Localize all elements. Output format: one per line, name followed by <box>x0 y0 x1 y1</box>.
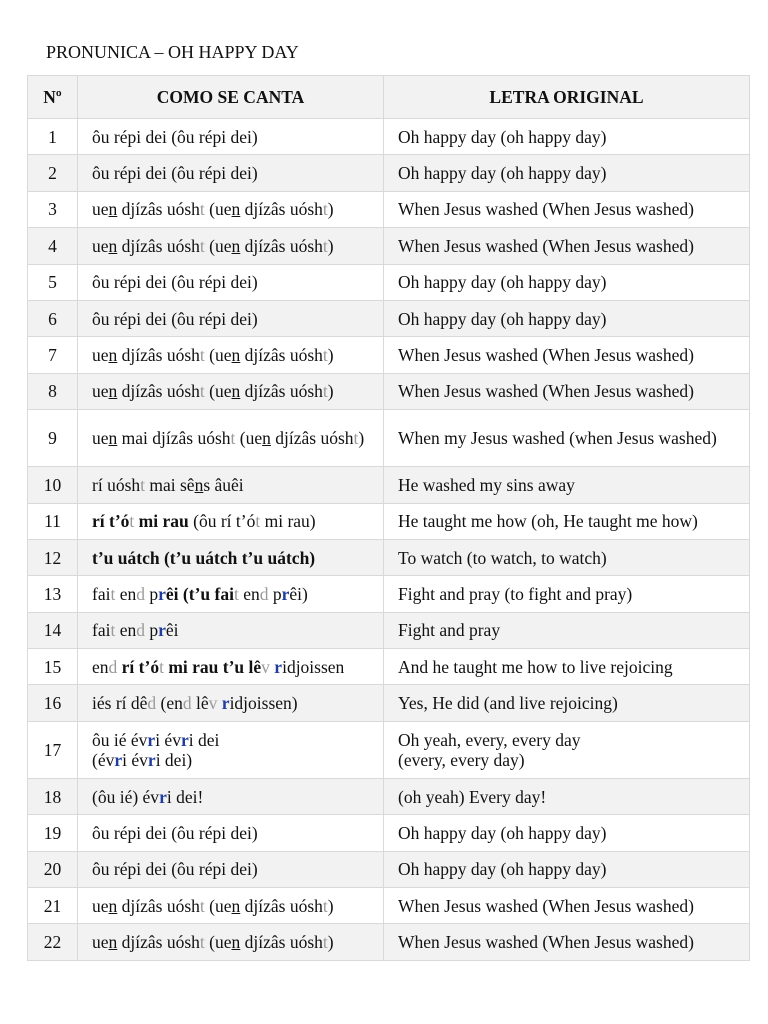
pronunciation-segment: ue <box>92 345 109 366</box>
pronunciation-segment: i dei! <box>166 786 204 807</box>
como-se-canta-cell <box>78 924 384 960</box>
pronunciation-segment: (en <box>156 693 183 714</box>
letra-original-cell: Oh happy day (oh happy day) <box>384 300 750 336</box>
como-se-canta-cell <box>78 191 384 227</box>
pronunciation-segment: ôu répi dei (ôu répi dei) <box>92 163 258 184</box>
como-se-canta-cell <box>78 721 384 778</box>
pronunciation-segment: rí t’ó <box>92 511 130 532</box>
pronunciation-segment: n <box>108 428 118 449</box>
como-se-canta-cell <box>78 851 384 887</box>
table-row <box>28 228 750 264</box>
table-row <box>28 467 750 503</box>
como-se-canta-cell <box>78 649 384 685</box>
pronunciation-segment: r <box>221 693 230 714</box>
pronunciation-segment: êi <box>165 583 179 604</box>
pronunciation-segment: t <box>110 583 116 604</box>
pronunciation-segment: (ôu rí t’ó <box>188 511 256 532</box>
pronunciation-segment: r <box>114 749 123 770</box>
pronunciation-segment: t <box>110 620 116 641</box>
pronunciation-segment: djízâs uósh <box>270 428 354 449</box>
como-se-canta-cell <box>78 264 384 300</box>
pronunciation-segment: djízâs uósh <box>240 895 323 916</box>
pronunciation-segment: en <box>115 583 137 604</box>
pronunciation-segment: r <box>147 749 156 770</box>
table-row <box>28 721 750 778</box>
table-row <box>28 155 750 191</box>
como-se-canta-cell <box>78 539 384 575</box>
letra-original-cell: Yes, He did (and live rejoicing) <box>384 685 750 721</box>
table-row <box>28 815 750 851</box>
letra-original-cell: When Jesus washed (When Jesus washed) <box>384 337 750 373</box>
pronunciation-segment: ) <box>327 199 334 220</box>
pronunciation-segment: n <box>231 199 241 220</box>
letra-original-cell: Oh yeah, every, every day (every, every day) <box>384 721 750 778</box>
pronunciation-segment: rí uósh <box>92 474 141 495</box>
letra-original-cell: When my Jesus washed (when Jesus washed) <box>384 410 750 467</box>
pronunciation-segment: en <box>92 656 109 677</box>
letra-original-cell: Oh happy day (oh happy day) <box>384 815 750 851</box>
pronunciation-segment: r <box>180 729 189 750</box>
pronunciation-segment: r <box>159 786 167 807</box>
pronunciation-segment: ôu répi dei (ôu répi dei) <box>92 272 258 293</box>
row-number: 12 <box>28 539 78 575</box>
row-number: 14 <box>28 612 78 648</box>
pronunciation-segment: idjoissen) <box>229 693 298 714</box>
pronunciation-segment: ue <box>92 381 109 402</box>
table-row <box>28 300 750 336</box>
row-number: 9 <box>28 410 78 467</box>
letra-original-cell: To watch (to watch, to watch) <box>384 539 750 575</box>
pronunciation-segment: ôu répi dei (ôu répi dei) <box>92 859 258 880</box>
table-row <box>28 888 750 924</box>
pronunciation-segment: r <box>274 656 283 677</box>
como-se-canta-cell <box>78 373 384 409</box>
pronunciation-segment: ) <box>327 381 334 402</box>
letra-original-cell: He taught me how (oh, He taught me how) <box>384 503 750 539</box>
pronunciation-segment: r <box>158 620 166 641</box>
pronunciation-segment: (t’u fai <box>178 583 234 604</box>
pronunciation-segment: ue <box>92 932 109 953</box>
letra-original-cell: Fight and pray (to fight and pray) <box>384 576 750 612</box>
pronunciation-segment: ôu répi dei (ôu répi dei) <box>92 126 258 147</box>
page-title: PRONUNICA – OH HAPPY DAY <box>46 42 299 62</box>
row-number: 3 <box>28 191 78 227</box>
header-number: Nº <box>28 76 78 119</box>
pronunciation-segment: n <box>108 199 118 220</box>
pronunciation-segment: mai sê <box>145 474 195 495</box>
pronunciation-segment: en <box>115 620 137 641</box>
pronunciation-segment: p <box>145 583 159 604</box>
row-number: 5 <box>28 264 78 300</box>
pronunciation-segment: djízâs uósh <box>240 345 323 366</box>
row-number: 8 <box>28 373 78 409</box>
pronunciation-segment: (ue <box>204 381 232 402</box>
pronunciation-segment: djízâs uósh <box>117 345 200 366</box>
letra-original-cell: Oh happy day (oh happy day) <box>384 851 750 887</box>
como-se-canta-cell <box>78 888 384 924</box>
pronunciation-segment: mai djízâs uósh <box>117 428 231 449</box>
table-row <box>28 924 750 960</box>
pronunciation-segment: t <box>322 895 328 916</box>
pronunciation-segment: t’u uátch (t’u uátch t’u uátch) <box>92 547 316 568</box>
row-number: 18 <box>28 778 78 814</box>
letra-original-cell: Fight and pray <box>384 612 750 648</box>
pronunciation-segment: d <box>182 693 192 714</box>
pronunciation-segment: p <box>268 583 282 604</box>
table-row <box>28 576 750 612</box>
como-se-canta-cell <box>78 612 384 648</box>
como-se-canta-cell <box>78 119 384 155</box>
pronunciation-segment: n <box>108 895 118 916</box>
como-se-canta-cell <box>78 467 384 503</box>
pronunciation-segment: fai <box>92 620 111 641</box>
pronunciation-segment: t <box>255 511 261 532</box>
table-header-row <box>28 76 750 119</box>
como-se-canta-cell <box>78 410 384 467</box>
pronunciation-segment: djízâs uósh <box>240 235 323 256</box>
pronunciation-segment: d <box>108 656 118 677</box>
pronunciation-segment: (ôu ié) év <box>92 786 160 807</box>
pronunciation-segment: djízâs uósh <box>117 932 200 953</box>
pronunciation-segment: r <box>158 583 166 604</box>
row-number: 20 <box>28 851 78 887</box>
como-se-canta-cell <box>78 503 384 539</box>
row-number: 10 <box>28 467 78 503</box>
pronunciation-segment: (ue <box>204 345 232 366</box>
lyrics-table <box>27 75 750 961</box>
row-number: 21 <box>28 888 78 924</box>
pronunciation-segment: d <box>147 693 157 714</box>
como-se-canta-cell <box>78 815 384 851</box>
row-number: 1 <box>28 119 78 155</box>
pronunciation-segment: n <box>108 381 118 402</box>
pronunciation-segment: (ue <box>204 895 232 916</box>
table-row <box>28 503 750 539</box>
pronunciation-segment: d <box>136 620 145 641</box>
pronunciation-segment: djízâs uósh <box>117 895 200 916</box>
table-row <box>28 410 750 467</box>
row-number: 4 <box>28 228 78 264</box>
como-se-canta-cell <box>78 228 384 264</box>
pronunciation-segment: n <box>108 932 118 953</box>
pronunciation-segment: t <box>353 428 359 449</box>
pronunciation-segment: ) <box>358 428 365 449</box>
table-row <box>28 778 750 814</box>
row-number: 16 <box>28 685 78 721</box>
pronunciation-segment: t <box>129 511 135 532</box>
como-se-canta-cell <box>78 155 384 191</box>
pronunciation-segment: t <box>140 474 145 495</box>
table-row <box>28 685 750 721</box>
pronunciation-segment: djízâs uósh <box>240 199 323 220</box>
letra-original-cell: Oh happy day (oh happy day) <box>384 119 750 155</box>
pronunciation-segment: djízâs uósh <box>117 235 200 256</box>
pronunciation-segment: t <box>322 932 328 953</box>
row-number: 6 <box>28 300 78 336</box>
header-letra-original: LETRA ORIGINAL <box>384 76 750 119</box>
row-number: 2 <box>28 155 78 191</box>
pronunciation-segment: n <box>231 895 241 916</box>
pronunciation-segment: t <box>199 199 205 220</box>
pronunciation-segment: djízâs uósh <box>240 932 323 953</box>
letra-original-cell: When Jesus washed (When Jesus washed) <box>384 191 750 227</box>
pronunciation-segment: lê <box>191 693 209 714</box>
pronunciation-segment: d <box>136 583 145 604</box>
pronunciation-segment: ôu ié év <box>92 729 148 750</box>
pronunciation-segment: n <box>231 345 241 366</box>
pronunciation-segment: t <box>230 428 236 449</box>
como-se-canta-cell <box>78 576 384 612</box>
pronunciation-segment: t <box>199 381 205 402</box>
pronunciation-segment: t <box>322 235 328 256</box>
pronunciation-segment: idjoissen <box>282 656 345 677</box>
letra-original-cell: When Jesus washed (When Jesus washed) <box>384 888 750 924</box>
pronunciation-segment: ue <box>92 199 109 220</box>
pronunciation-segment: n <box>231 932 241 953</box>
table-body <box>28 119 750 961</box>
header-como-se-canta: COMO SE CANTA <box>78 76 384 119</box>
pronunciation-segment: t <box>199 895 205 916</box>
pronunciation-segment: (ue <box>204 235 232 256</box>
pronunciation-segment: t <box>233 583 239 604</box>
pronunciation-segment: êi) <box>289 583 308 604</box>
row-number: 17 <box>28 721 78 778</box>
pronunciation-segment: (ue <box>204 199 232 220</box>
pronunciation-segment: i év <box>155 729 181 750</box>
pronunciation-segment: fai <box>92 583 111 604</box>
pronunciation-segment: rí t’ó <box>117 656 160 677</box>
pronunciation-segment: r <box>281 583 290 604</box>
pronunciation-segment: djízâs uósh <box>117 381 200 402</box>
table-row <box>28 539 750 575</box>
como-se-canta-cell <box>78 685 384 721</box>
table-row <box>28 264 750 300</box>
como-se-canta-cell <box>78 300 384 336</box>
table-row <box>28 373 750 409</box>
letra-original-cell: Oh happy day (oh happy day) <box>384 264 750 300</box>
pronunciation-segment: t <box>322 345 328 366</box>
letra-original-cell: Oh happy day (oh happy day) <box>384 155 750 191</box>
como-se-canta-cell <box>78 337 384 373</box>
pronunciation-segment: p <box>145 620 159 641</box>
pronunciation-segment: n <box>231 381 241 402</box>
pronunciation-segment: ) <box>327 895 334 916</box>
letra-original-cell: (oh yeah) Every day! <box>384 778 750 814</box>
pronunciation-segment: t <box>199 235 205 256</box>
pronunciation-segment: i dei <box>188 729 220 750</box>
pronunciation-segment: i év <box>122 749 148 770</box>
pronunciation-segment: (ue <box>204 932 232 953</box>
letra-original-cell: He washed my sins away <box>384 467 750 503</box>
pronunciation-segment: ue <box>92 895 109 916</box>
pronunciation-segment: mi rau <box>134 511 189 532</box>
pronunciation-segment: n <box>194 474 204 495</box>
pronunciation-segment: ue <box>92 235 109 256</box>
letra-original-cell: When Jesus washed (When Jesus washed) <box>384 924 750 960</box>
pronunciation-segment: t <box>199 345 205 366</box>
table-row <box>28 851 750 887</box>
pronunciation-segment: en <box>238 583 260 604</box>
pronunciation-segment: t <box>199 932 205 953</box>
row-number: 15 <box>28 649 78 685</box>
pronunciation-segment: ) <box>327 932 334 953</box>
letra-original-cell: And he taught me how to live rejoicing <box>384 649 750 685</box>
pronunciation-segment: (ue <box>235 428 263 449</box>
pronunciation-segment: d <box>259 583 269 604</box>
pronunciation-segment: mi rau t’u lê <box>163 656 262 677</box>
row-number: 13 <box>28 576 78 612</box>
pronunciation-segment: ) <box>327 235 334 256</box>
pronunciation-segment: ôu répi dei (ôu répi dei) <box>92 308 258 329</box>
pronunciation-segment: ) <box>327 345 334 366</box>
pronunciation-segment: v <box>261 656 270 677</box>
table-row <box>28 612 750 648</box>
pronunciation-segment: n <box>262 428 271 449</box>
row-number: 22 <box>28 924 78 960</box>
pronunciation-segment: n <box>108 345 118 366</box>
row-number: 7 <box>28 337 78 373</box>
pronunciation-segment: (év <box>92 749 115 770</box>
table-row <box>28 191 750 227</box>
pronunciation-segment: mi rau) <box>260 511 316 532</box>
pronunciation-segment: n <box>108 235 118 256</box>
pronunciation-segment: iés rí dê <box>92 693 148 714</box>
row-number: 19 <box>28 815 78 851</box>
pronunciation-segment: n <box>231 235 241 256</box>
como-se-canta-cell <box>78 778 384 814</box>
pronunciation-segment: êi <box>165 620 179 641</box>
pronunciation-segment: t <box>322 381 328 402</box>
letra-original-cell: When Jesus washed (When Jesus washed) <box>384 228 750 264</box>
table-row <box>28 119 750 155</box>
table-row <box>28 337 750 373</box>
pronunciation-segment: i dei) <box>155 749 193 770</box>
pronunciation-segment: r <box>147 729 156 750</box>
pronunciation-segment: djízâs uósh <box>240 381 323 402</box>
row-number: 11 <box>28 503 78 539</box>
pronunciation-segment: s âuêi <box>203 474 244 495</box>
letra-original-cell: When Jesus washed (When Jesus washed) <box>384 373 750 409</box>
pronunciation-segment: ue <box>92 428 109 449</box>
pronunciation-segment: ôu répi dei (ôu répi dei) <box>92 822 258 843</box>
pronunciation-segment: v <box>208 693 218 714</box>
pronunciation-segment: t <box>322 199 328 220</box>
table-row <box>28 649 750 685</box>
pronunciation-segment: djízâs uósh <box>117 199 200 220</box>
pronunciation-segment: t <box>159 656 164 677</box>
